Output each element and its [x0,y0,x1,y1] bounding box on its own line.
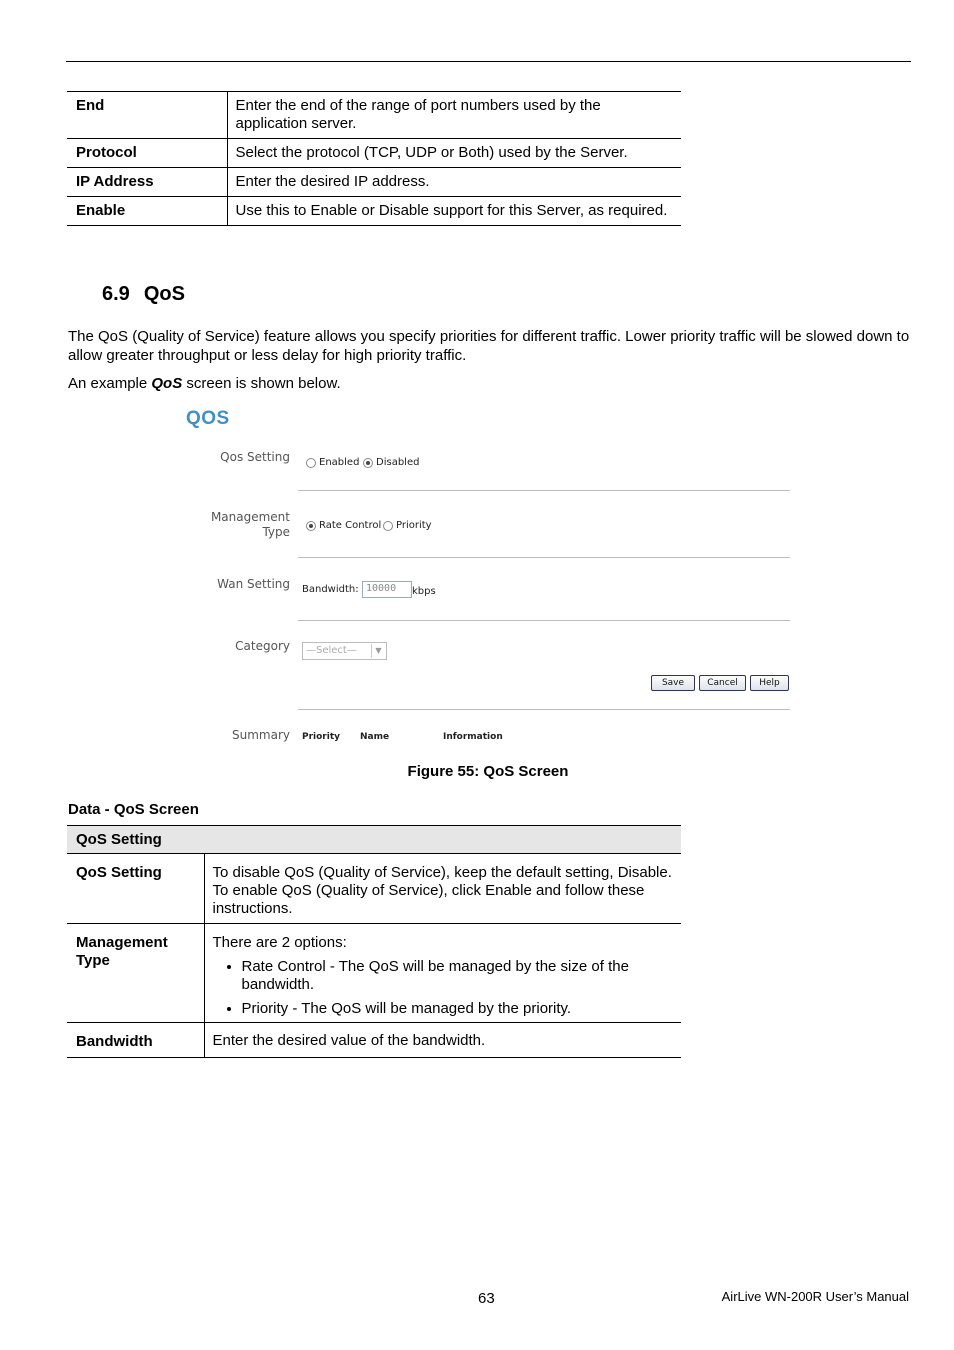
qos-screen-title: QOS [186,408,230,429]
divider [298,709,790,710]
figure-caption: Figure 55: QoS Screen [407,763,569,780]
table-row [67,168,681,197]
qos-data-table [67,825,681,1058]
option-label: Disabled [376,457,420,468]
rate-control-radio[interactable] [306,520,381,531]
priority-radio[interactable] [383,520,432,531]
radio-selected-icon [306,521,316,531]
divider [298,620,790,621]
desc-enable: Use this to Enable or Disable support for this Server, as required. [227,197,681,226]
wan-setting-label: Wan Setting [217,577,290,591]
term-enable: Enable [67,197,227,226]
term-ip-address: IP Address [67,168,227,197]
divider [298,557,790,558]
option-label: Rate Control [319,520,382,531]
example-text-after: screen is shown below. [182,375,341,392]
table-row [67,197,681,226]
table-group-row [67,826,681,854]
qos-disabled-radio[interactable] [363,457,419,468]
qos-screen-figure [180,405,800,755]
summary-column-name: Name [360,732,390,742]
bandwidth-unit: kbps [412,586,436,597]
section-title: QoS [143,283,185,305]
term-bandwidth: Bandwidth [67,1023,204,1058]
table-row [67,924,681,1023]
help-button[interactable]: Help [750,675,789,691]
label-line: Management [210,510,290,524]
group-header: QoS Setting [67,826,681,854]
category-label: Category [235,639,290,653]
management-type-label [211,510,290,540]
desc-ip-address: Enter the desired IP address. [227,168,681,197]
label-line: Type [262,525,290,539]
divider [298,490,790,491]
example-paragraph [68,374,913,393]
term-end: End [67,92,227,139]
list-item: • Priority - The QoS will be managed by the priority. [242,1000,674,1018]
section-heading [102,283,185,306]
list-item: • Rate Control - The QoS will be managed by the size of the bandwidth. [242,958,674,994]
qos-setting-label: Qos Setting [220,450,290,464]
desc-bandwidth: Enter the desired value of the bandwidth. [204,1023,681,1058]
radio-icon [383,521,393,531]
summary-column-priority: Priority [302,732,340,742]
desc-qos-setting: To disable QoS (Quality of Service), keep the default setting, Disable. To enable QoS (Quality of Service), click Enable and follow these instructions. [204,854,681,924]
term-management-type: Management Type [67,924,204,1023]
radio-selected-icon [363,458,373,468]
select-value: —Select— [306,645,357,656]
bandwidth-label: Bandwidth: [302,584,359,595]
table-row [67,854,681,924]
intro-paragraph: The QoS (Quality of Service) feature allows you specify priorities for different traffic. Lower priority traffic will be slowed down to allow greater throughput or less delay for high priority traffic. [68,328,910,364]
desc-end: Enter the end of the range of port numbers used by the application server. [227,92,681,139]
manual-title: AirLive WN-200R User’s Manual [721,1289,909,1304]
summary-label: Summary [232,728,290,742]
qos-enabled-radio[interactable] [306,457,359,468]
desc-text: There are 2 options: [212,934,347,951]
chevron-down-icon: ▼ [371,644,385,658]
term-qos-setting: QoS Setting [67,854,204,924]
port-forwarding-table [67,91,681,226]
option-label: Priority [396,520,432,531]
desc-management-type [204,924,681,1023]
table-row [67,92,681,139]
header-rule [66,61,911,62]
data-heading: Data - QoS Screen [68,801,199,818]
desc-protocol: Select the protocol (TCP, UDP or Both) used by the Server. [227,139,681,168]
options-list [213,958,674,1018]
table-row [67,1023,681,1058]
option-label: Enabled [319,457,360,468]
radio-icon [306,458,316,468]
bandwidth-input[interactable]: 10000 [362,581,412,598]
cancel-button[interactable]: Cancel [699,675,746,691]
table-row [67,139,681,168]
save-button[interactable]: Save [651,675,695,691]
page-number: 63 [478,1290,495,1307]
summary-column-information: Information [443,732,503,742]
example-text-before: An example [68,375,152,392]
category-select[interactable] [302,642,387,660]
term-protocol: Protocol [67,139,227,168]
example-emphasis: QoS [151,375,183,392]
section-number: 6.9 [102,283,130,305]
